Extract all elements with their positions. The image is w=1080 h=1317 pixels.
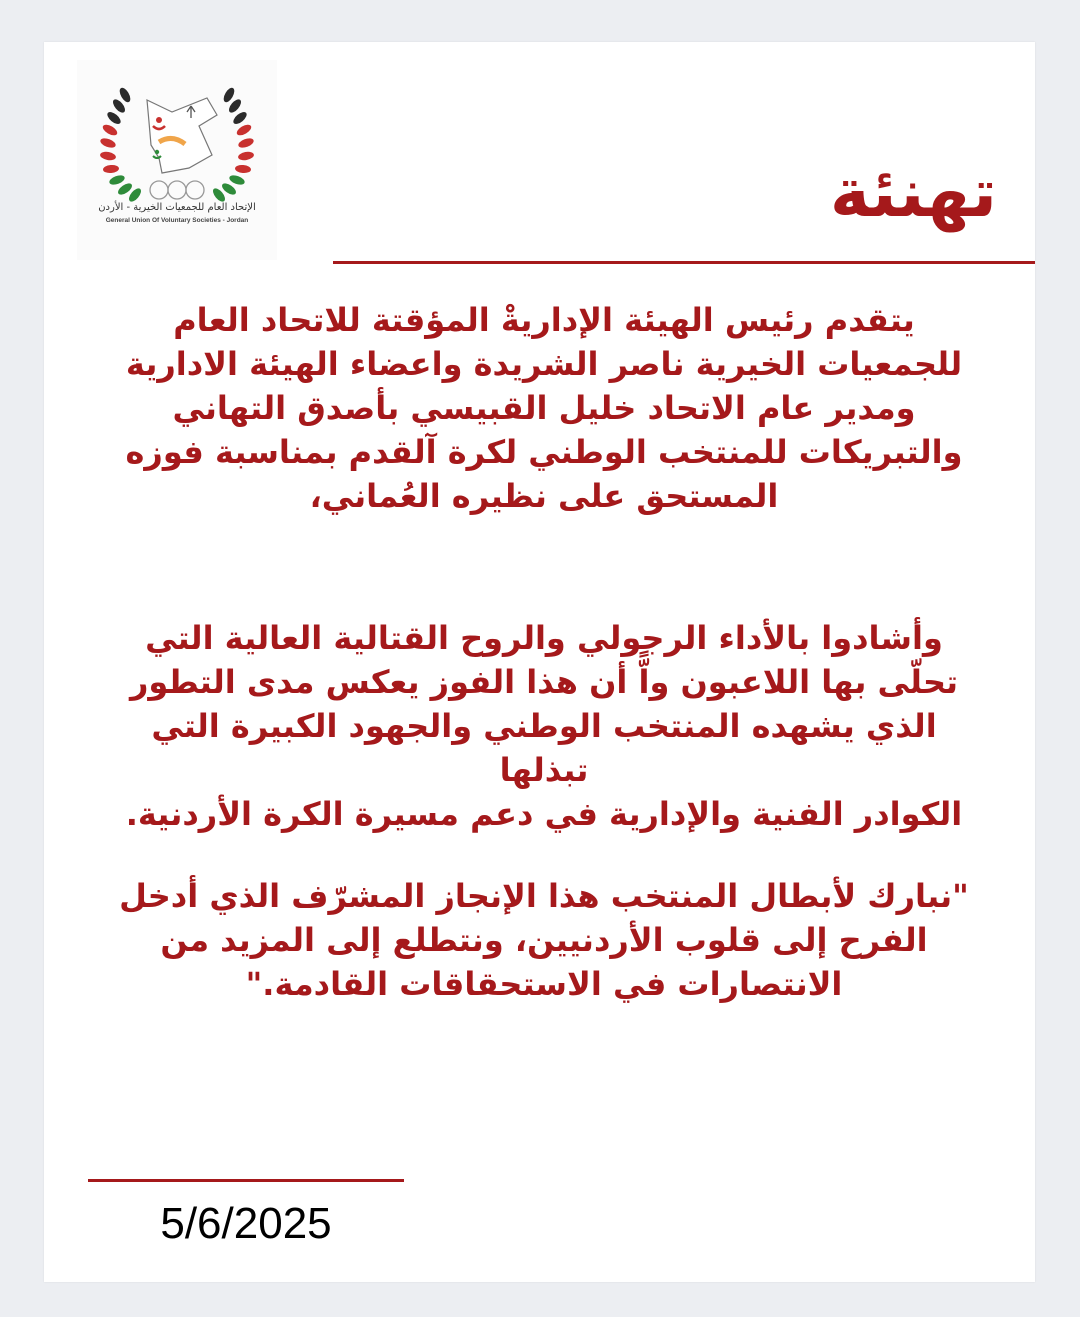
paragraph-quote: "نبارك لأبطال المنتخب هذا الإنجاز المشرّف الذي أدخل الفرح إلى قلوب الأردنيين، ونتطلع إلى المزيد من الانتصارات في الاستحقاقات القادمة.": [119, 877, 969, 1003]
logo-emblem-icon: [77, 60, 277, 260]
page-title: تهنئة: [829, 154, 997, 233]
date-divider: [88, 1179, 404, 1182]
organization-logo: [77, 60, 277, 260]
document-card: [44, 42, 1035, 1282]
title-divider: [333, 261, 1035, 264]
wreath-left-icon: [99, 86, 143, 204]
paragraph-praise: وأشادوا بالأداء الرجولي والروح القتالية العالية التي تحلّى بها اللاعبون واًّ أن هذا الفوز يعكس مدى التطور الذي يشهده المنتخب الوطني والجهود الكبيرة التي تبذلها الكوادر الفنية والإدارية في دعم مسيرة الكرة الأردنية.: [125, 619, 963, 833]
map-icon: [147, 98, 217, 173]
logo-arabic-name: الإتحاد العام للجمعيات الخيرية - الأردن: [98, 202, 256, 213]
paragraph-congratulation: يتقدم رئيس الهيئة الإداريةْ المؤقتة للاتحاد العام للجمعيات الخيرية ناصر الشريدة واعضاء الهيئة الادارية ومدير عام الاتحاد خليل القبيسي بأصدق التهاني والتبريكات للمنتخب الوطني لكرة آلقدم بمناسبة فوزه المستحق على نظيره العُماني،: [125, 301, 963, 515]
date-text: 5/6/2025: [160, 1199, 332, 1248]
logo-english-name: General Union Of Voluntary Societies - Jordan: [105, 217, 249, 224]
wreath-right-icon: [211, 86, 255, 204]
